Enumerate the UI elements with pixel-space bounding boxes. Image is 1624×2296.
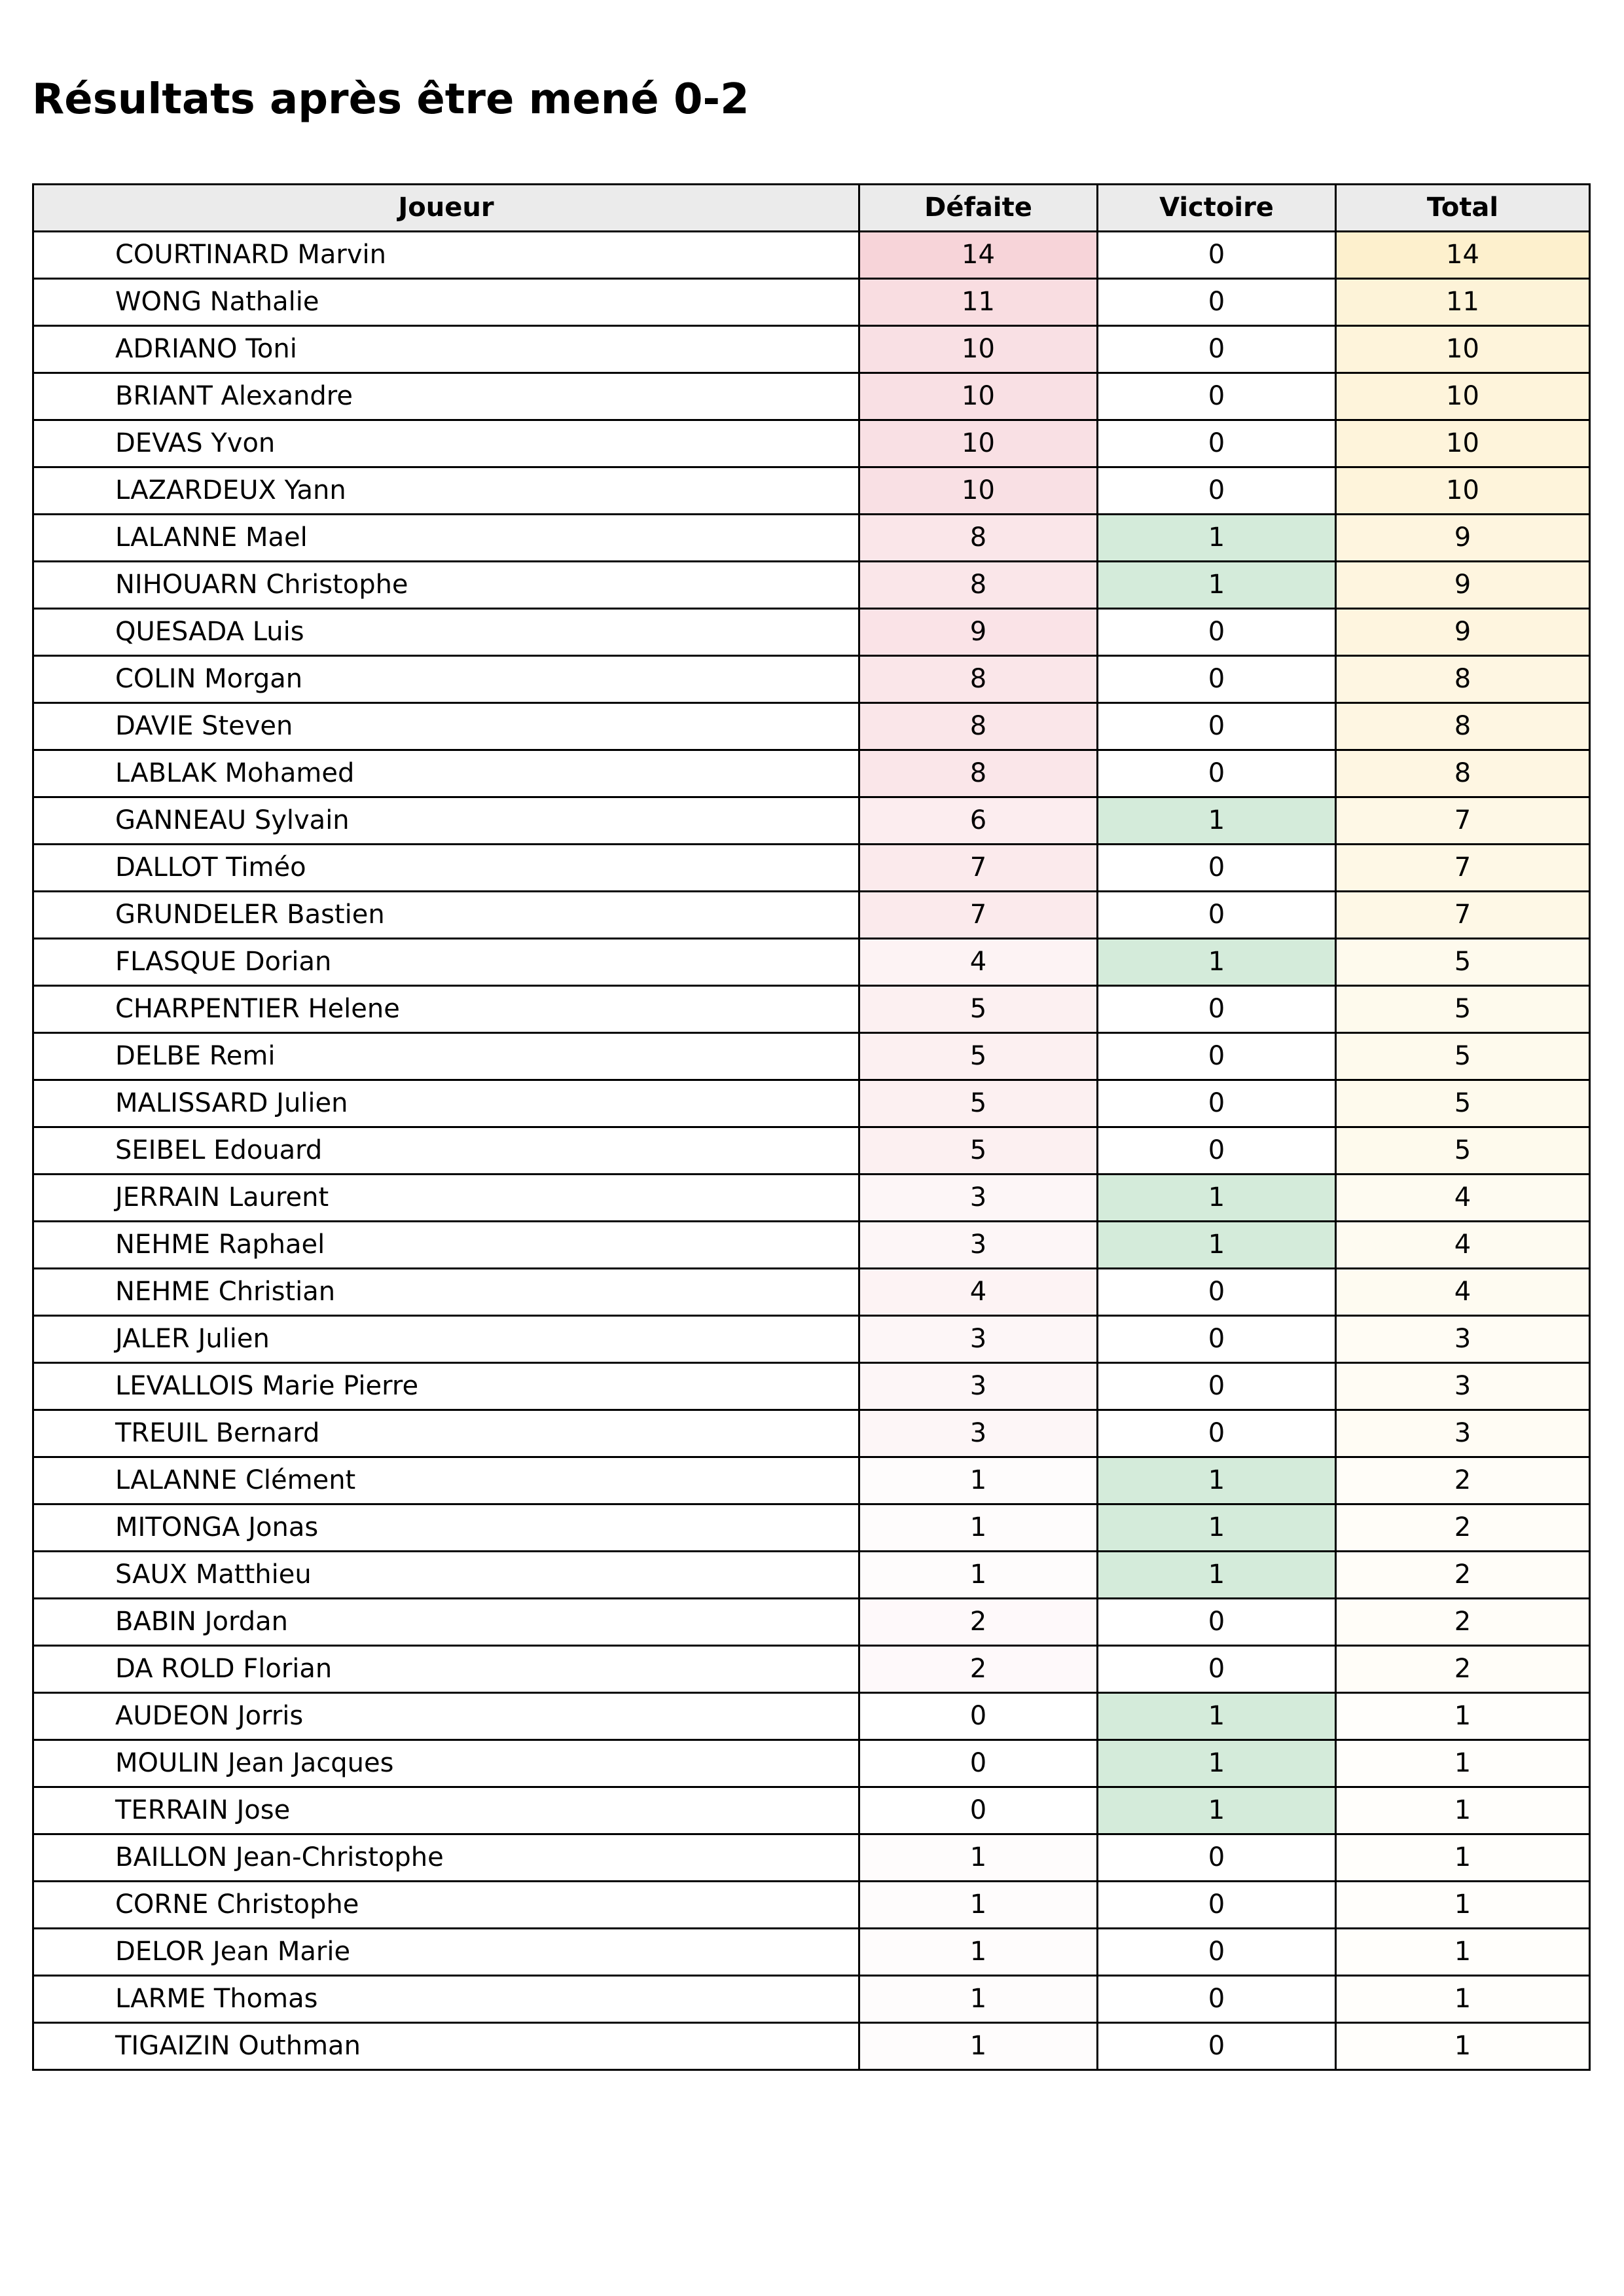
player-name-cell: JALER Julien bbox=[33, 1316, 859, 1363]
total-cell: 5 bbox=[1336, 1033, 1590, 1080]
victoire-cell: 0 bbox=[1098, 1646, 1336, 1693]
table-row bbox=[33, 1599, 1590, 1646]
defaite-cell: 1 bbox=[859, 1834, 1098, 1882]
table-row bbox=[33, 986, 1590, 1033]
player-name-cell: BABIN Jordan bbox=[33, 1599, 859, 1646]
column-header-total: Total bbox=[1336, 185, 1590, 232]
victoire-cell: 1 bbox=[1098, 562, 1336, 609]
player-name-cell: DELOR Jean Marie bbox=[33, 1929, 859, 1976]
table-row bbox=[33, 750, 1590, 797]
defaite-cell: 1 bbox=[859, 1929, 1098, 1976]
total-cell: 4 bbox=[1336, 1175, 1590, 1222]
defaite-cell: 8 bbox=[859, 703, 1098, 750]
victoire-cell: 0 bbox=[1098, 1834, 1336, 1882]
victoire-cell: 0 bbox=[1098, 1363, 1336, 1410]
victoire-cell: 0 bbox=[1098, 232, 1336, 279]
victoire-cell: 0 bbox=[1098, 609, 1336, 656]
defaite-cell: 6 bbox=[859, 797, 1098, 845]
player-name-cell: BRIANT Alexandre bbox=[33, 373, 859, 420]
table-row bbox=[33, 892, 1590, 939]
defaite-cell: 10 bbox=[859, 373, 1098, 420]
victoire-cell: 1 bbox=[1098, 515, 1336, 562]
table-row bbox=[33, 1740, 1590, 1787]
total-cell: 9 bbox=[1336, 515, 1590, 562]
defaite-cell: 3 bbox=[859, 1410, 1098, 1457]
table-row bbox=[33, 1929, 1590, 1976]
results-table bbox=[32, 183, 1591, 2071]
total-cell: 2 bbox=[1336, 1646, 1590, 1693]
total-cell: 3 bbox=[1336, 1410, 1590, 1457]
table-row bbox=[33, 562, 1590, 609]
total-cell: 7 bbox=[1336, 845, 1590, 892]
player-name-cell: QUESADA Luis bbox=[33, 609, 859, 656]
victoire-cell: 1 bbox=[1098, 1457, 1336, 1504]
table-row bbox=[33, 1504, 1590, 1552]
table-row bbox=[33, 939, 1590, 986]
victoire-cell: 1 bbox=[1098, 797, 1336, 845]
player-name-cell: DEVAS Yvon bbox=[33, 420, 859, 467]
victoire-cell: 1 bbox=[1098, 1740, 1336, 1787]
victoire-cell: 0 bbox=[1098, 1080, 1336, 1127]
table-row bbox=[33, 1646, 1590, 1693]
player-name-cell: TREUIL Bernard bbox=[33, 1410, 859, 1457]
victoire-cell: 0 bbox=[1098, 1033, 1336, 1080]
total-cell: 1 bbox=[1336, 1976, 1590, 2023]
defaite-cell: 3 bbox=[859, 1316, 1098, 1363]
table-row bbox=[33, 845, 1590, 892]
table-row bbox=[33, 1834, 1590, 1882]
total-cell: 8 bbox=[1336, 656, 1590, 703]
total-cell: 1 bbox=[1336, 1882, 1590, 1929]
table-row bbox=[33, 279, 1590, 326]
player-name-cell: NEHME Raphael bbox=[33, 1222, 859, 1269]
victoire-cell: 1 bbox=[1098, 1504, 1336, 1552]
total-cell: 9 bbox=[1336, 609, 1590, 656]
table-row bbox=[33, 1127, 1590, 1175]
victoire-cell: 0 bbox=[1098, 467, 1336, 515]
victoire-cell: 0 bbox=[1098, 1882, 1336, 1929]
defaite-cell: 0 bbox=[859, 1740, 1098, 1787]
table-row bbox=[33, 1882, 1590, 1929]
victoire-cell: 0 bbox=[1098, 1929, 1336, 1976]
defaite-cell: 1 bbox=[859, 1504, 1098, 1552]
table-row bbox=[33, 1363, 1590, 1410]
player-name-cell: LALANNE Clément bbox=[33, 1457, 859, 1504]
defaite-cell: 3 bbox=[859, 1222, 1098, 1269]
total-cell: 2 bbox=[1336, 1457, 1590, 1504]
defaite-cell: 10 bbox=[859, 467, 1098, 515]
total-cell: 8 bbox=[1336, 703, 1590, 750]
total-cell: 10 bbox=[1336, 467, 1590, 515]
total-cell: 1 bbox=[1336, 1693, 1590, 1740]
player-name-cell: LAZARDEUX Yann bbox=[33, 467, 859, 515]
table-row bbox=[33, 797, 1590, 845]
total-cell: 11 bbox=[1336, 279, 1590, 326]
victoire-cell: 1 bbox=[1098, 1787, 1336, 1834]
player-name-cell: FLASQUE Dorian bbox=[33, 939, 859, 986]
victoire-cell: 1 bbox=[1098, 1175, 1336, 1222]
table-row bbox=[33, 2023, 1590, 2070]
defaite-cell: 8 bbox=[859, 656, 1098, 703]
table-row bbox=[33, 373, 1590, 420]
victoire-cell: 0 bbox=[1098, 703, 1336, 750]
player-name-cell: TIGAIZIN Outhman bbox=[33, 2023, 859, 2070]
total-cell: 4 bbox=[1336, 1269, 1590, 1316]
player-name-cell: COLIN Morgan bbox=[33, 656, 859, 703]
total-cell: 2 bbox=[1336, 1552, 1590, 1599]
defaite-cell: 9 bbox=[859, 609, 1098, 656]
defaite-cell: 8 bbox=[859, 562, 1098, 609]
defaite-cell: 7 bbox=[859, 892, 1098, 939]
table-row bbox=[33, 420, 1590, 467]
table-row bbox=[33, 1457, 1590, 1504]
player-name-cell: AUDEON Jorris bbox=[33, 1693, 859, 1740]
player-name-cell: DAVIE Steven bbox=[33, 703, 859, 750]
column-header-joueur: Joueur bbox=[33, 185, 859, 232]
defaite-cell: 8 bbox=[859, 515, 1098, 562]
table-row bbox=[33, 609, 1590, 656]
player-name-cell: LABLAK Mohamed bbox=[33, 750, 859, 797]
victoire-cell: 0 bbox=[1098, 656, 1336, 703]
total-cell: 10 bbox=[1336, 373, 1590, 420]
victoire-cell: 1 bbox=[1098, 1222, 1336, 1269]
total-cell: 1 bbox=[1336, 1740, 1590, 1787]
player-name-cell: DA ROLD Florian bbox=[33, 1646, 859, 1693]
table-row bbox=[33, 467, 1590, 515]
total-cell: 1 bbox=[1336, 1834, 1590, 1882]
table-row bbox=[33, 1976, 1590, 2023]
total-cell: 5 bbox=[1336, 1127, 1590, 1175]
player-name-cell: CORNE Christophe bbox=[33, 1882, 859, 1929]
victoire-cell: 0 bbox=[1098, 845, 1336, 892]
player-name-cell: BAILLON Jean-Christophe bbox=[33, 1834, 859, 1882]
table-row bbox=[33, 703, 1590, 750]
defaite-cell: 10 bbox=[859, 326, 1098, 373]
table-row bbox=[33, 656, 1590, 703]
player-name-cell: LALANNE Mael bbox=[33, 515, 859, 562]
table-body bbox=[33, 232, 1590, 2070]
defaite-cell: 0 bbox=[859, 1787, 1098, 1834]
defaite-cell: 10 bbox=[859, 420, 1098, 467]
defaite-cell: 5 bbox=[859, 1080, 1098, 1127]
table-header-row bbox=[33, 185, 1590, 232]
victoire-cell: 1 bbox=[1098, 939, 1336, 986]
total-cell: 1 bbox=[1336, 1929, 1590, 1976]
defaite-cell: 7 bbox=[859, 845, 1098, 892]
victoire-cell: 0 bbox=[1098, 1316, 1336, 1363]
player-name-cell: JERRAIN Laurent bbox=[33, 1175, 859, 1222]
defaite-cell: 4 bbox=[859, 1269, 1098, 1316]
page-title: Résultats après être mené 0-2 bbox=[32, 75, 749, 124]
defaite-cell: 5 bbox=[859, 986, 1098, 1033]
total-cell: 5 bbox=[1336, 939, 1590, 986]
table-row bbox=[33, 326, 1590, 373]
player-name-cell: NEHME Christian bbox=[33, 1269, 859, 1316]
defaite-cell: 1 bbox=[859, 1882, 1098, 1929]
victoire-cell: 0 bbox=[1098, 1976, 1336, 2023]
player-name-cell: MOULIN Jean Jacques bbox=[33, 1740, 859, 1787]
total-cell: 10 bbox=[1336, 326, 1590, 373]
total-cell: 7 bbox=[1336, 892, 1590, 939]
table-row bbox=[33, 1269, 1590, 1316]
total-cell: 2 bbox=[1336, 1599, 1590, 1646]
player-name-cell: LARME Thomas bbox=[33, 1976, 859, 2023]
total-cell: 10 bbox=[1336, 420, 1590, 467]
total-cell: 2 bbox=[1336, 1504, 1590, 1552]
defaite-cell: 11 bbox=[859, 279, 1098, 326]
total-cell: 1 bbox=[1336, 2023, 1590, 2070]
table-row bbox=[33, 1552, 1590, 1599]
defaite-cell: 1 bbox=[859, 1552, 1098, 1599]
defaite-cell: 5 bbox=[859, 1127, 1098, 1175]
player-name-cell: CHARPENTIER Helene bbox=[33, 986, 859, 1033]
player-name-cell: COURTINARD Marvin bbox=[33, 232, 859, 279]
victoire-cell: 0 bbox=[1098, 326, 1336, 373]
total-cell: 1 bbox=[1336, 1787, 1590, 1834]
column-header-victoire: Victoire bbox=[1098, 185, 1336, 232]
table-row bbox=[33, 515, 1590, 562]
victoire-cell: 0 bbox=[1098, 750, 1336, 797]
victoire-cell: 1 bbox=[1098, 1552, 1336, 1599]
victoire-cell: 0 bbox=[1098, 373, 1336, 420]
victoire-cell: 0 bbox=[1098, 1410, 1336, 1457]
player-name-cell: GANNEAU Sylvain bbox=[33, 797, 859, 845]
defaite-cell: 5 bbox=[859, 1033, 1098, 1080]
victoire-cell: 0 bbox=[1098, 986, 1336, 1033]
table-row bbox=[33, 1410, 1590, 1457]
total-cell: 5 bbox=[1336, 986, 1590, 1033]
defaite-cell: 1 bbox=[859, 1457, 1098, 1504]
player-name-cell: SEIBEL Edouard bbox=[33, 1127, 859, 1175]
victoire-cell: 0 bbox=[1098, 892, 1336, 939]
victoire-cell: 0 bbox=[1098, 279, 1336, 326]
defaite-cell: 2 bbox=[859, 1599, 1098, 1646]
table-row bbox=[33, 1175, 1590, 1222]
total-cell: 5 bbox=[1336, 1080, 1590, 1127]
defaite-cell: 3 bbox=[859, 1363, 1098, 1410]
victoire-cell: 0 bbox=[1098, 1127, 1336, 1175]
table-row bbox=[33, 1787, 1590, 1834]
player-name-cell: WONG Nathalie bbox=[33, 279, 859, 326]
total-cell: 8 bbox=[1336, 750, 1590, 797]
total-cell: 14 bbox=[1336, 232, 1590, 279]
player-name-cell: LEVALLOIS Marie Pierre bbox=[33, 1363, 859, 1410]
defaite-cell: 8 bbox=[859, 750, 1098, 797]
player-name-cell: MALISSARD Julien bbox=[33, 1080, 859, 1127]
victoire-cell: 0 bbox=[1098, 1269, 1336, 1316]
table-row bbox=[33, 1033, 1590, 1080]
defaite-cell: 1 bbox=[859, 1976, 1098, 2023]
column-header-defaite: Défaite bbox=[859, 185, 1098, 232]
defaite-cell: 4 bbox=[859, 939, 1098, 986]
player-name-cell: TERRAIN Jose bbox=[33, 1787, 859, 1834]
victoire-cell: 0 bbox=[1098, 1599, 1336, 1646]
table-row bbox=[33, 1693, 1590, 1740]
victoire-cell: 1 bbox=[1098, 1693, 1336, 1740]
defaite-cell: 14 bbox=[859, 232, 1098, 279]
defaite-cell: 2 bbox=[859, 1646, 1098, 1693]
player-name-cell: SAUX Matthieu bbox=[33, 1552, 859, 1599]
defaite-cell: 0 bbox=[859, 1693, 1098, 1740]
player-name-cell: ADRIANO Toni bbox=[33, 326, 859, 373]
defaite-cell: 1 bbox=[859, 2023, 1098, 2070]
player-name-cell: DELBE Remi bbox=[33, 1033, 859, 1080]
table-row bbox=[33, 1080, 1590, 1127]
total-cell: 3 bbox=[1336, 1316, 1590, 1363]
total-cell: 7 bbox=[1336, 797, 1590, 845]
total-cell: 9 bbox=[1336, 562, 1590, 609]
player-name-cell: NIHOUARN Christophe bbox=[33, 562, 859, 609]
total-cell: 4 bbox=[1336, 1222, 1590, 1269]
player-name-cell: MITONGA Jonas bbox=[33, 1504, 859, 1552]
victoire-cell: 0 bbox=[1098, 420, 1336, 467]
player-name-cell: GRUNDELER Bastien bbox=[33, 892, 859, 939]
table-row bbox=[33, 232, 1590, 279]
table-row bbox=[33, 1222, 1590, 1269]
total-cell: 3 bbox=[1336, 1363, 1590, 1410]
victoire-cell: 0 bbox=[1098, 2023, 1336, 2070]
table-row bbox=[33, 1316, 1590, 1363]
player-name-cell: DALLOT Timéo bbox=[33, 845, 859, 892]
defaite-cell: 3 bbox=[859, 1175, 1098, 1222]
